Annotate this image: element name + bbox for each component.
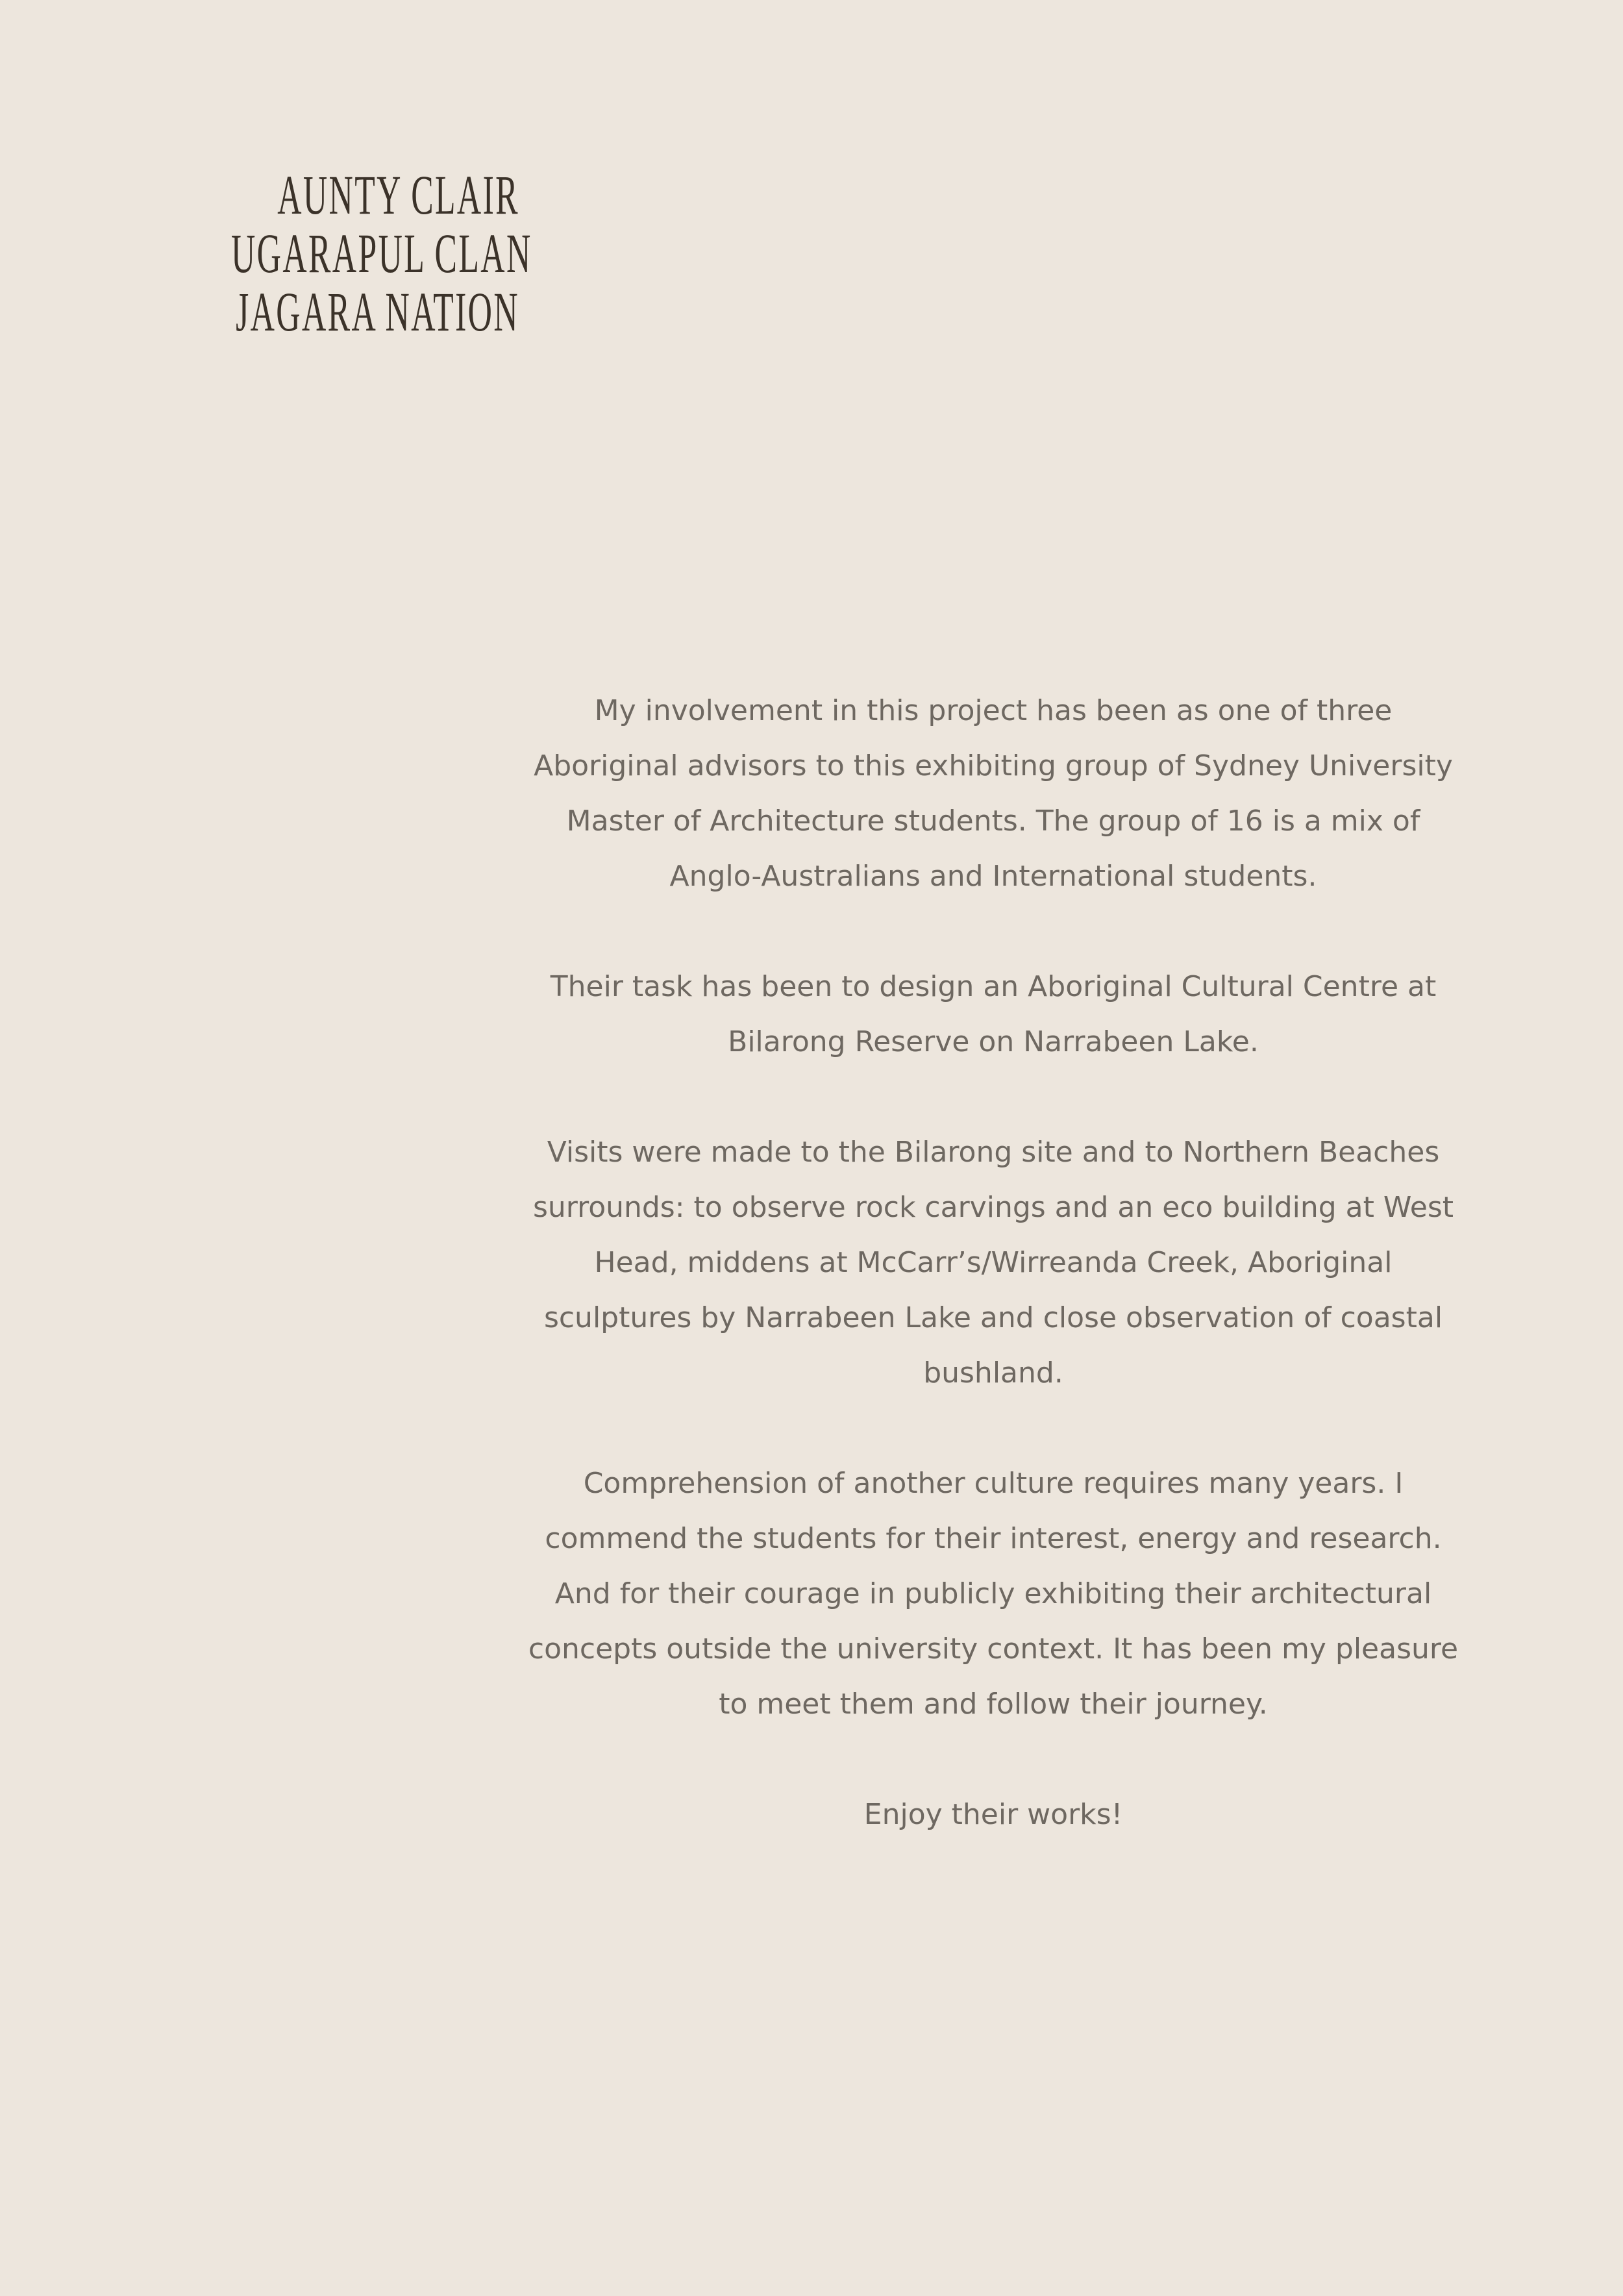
page-heading [39, 164, 532, 343]
paragraph-involvement: My involvement in this project has been as one of three Aboriginal advisors to this exhibiting group of Sydney University Master of Architecture students. The group of 16 is a mix of Anglo-Australians and International students. [534, 694, 1453, 893]
body-text [526, 683, 1461, 1842]
paragraph-visits: Visits were made to the Bilarong site and to Northern Beaches surrounds: to observe rock carvings and an eco building at West Head, middens at McCarr’s/Wirreanda Creek, Aboriginal sculptures by Narrabeen Lake and close observation of coastal bushland. [532, 1136, 1454, 1390]
paragraph-closing: Enjoy their works! [863, 1798, 1123, 1831]
heading-clan: UGARAPUL CLAN [230, 222, 532, 284]
heading-nation: JAGARA NATION [236, 281, 519, 343]
paragraph-task: Their task has been to design an Aboriginal Cultural Centre at Bilarong Reserve on Narrabeen Lake. [550, 970, 1437, 1058]
heading-name: AUNTY CLAIR [277, 164, 519, 226]
paragraph-comprehension: Comprehension of another culture requires many years. I commend the students for their interest, energy and research. And for their courage in publicly exhibiting their architectural concepts outside the university context. It has been my pleasure to meet them and follow their journey. [528, 1467, 1459, 1721]
